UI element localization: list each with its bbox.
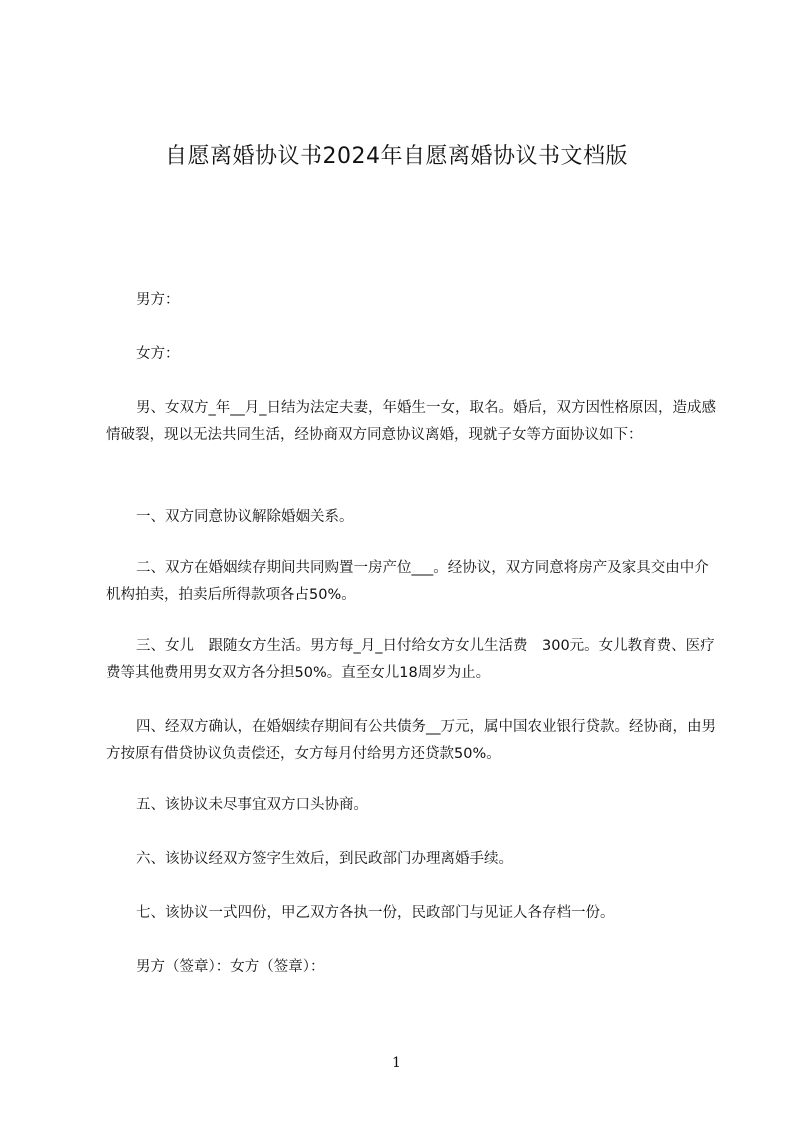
- clause-1-text: 一、双方同意协议解除婚姻关系。: [136, 509, 354, 525]
- signature-text: 男方（签章）：女方（签章）：: [136, 959, 325, 975]
- female-party-label: 女方：: [136, 346, 180, 362]
- clause-5: [106, 792, 721, 819]
- clause-2-text: 二、双方在婚姻续存期间共同购置一房产位___。经协议，双方同意将房产及家具交由中介机构拍卖，拍卖后所得款项各占50%。: [106, 560, 709, 603]
- intro-paragraph: [106, 395, 721, 449]
- male-party-label: 男方：: [136, 292, 180, 308]
- signature-line: [106, 954, 721, 981]
- clause-4: [106, 714, 721, 768]
- clause-5-text: 五、该协议未尽事宜双方口头协商。: [136, 797, 368, 813]
- intro-text: 男、女双方_年__月_日结为法定夫妻，年婚生一女，取名。婚后，双方因性格原因，造成感情破裂，现以无法共同生活，经协商双方同意协议离婚，现就子女等方面协议如下：: [106, 400, 716, 443]
- clause-1: [106, 504, 721, 531]
- clause-2: [106, 555, 721, 609]
- document-title: 自愿离婚协议书2024年自愿离婚协议书文档版: [165, 144, 628, 169]
- clause-3: [106, 633, 721, 687]
- clause-6: [106, 846, 721, 873]
- female-party-line: [106, 341, 721, 368]
- clause-4-text: 四、经双方确认，在婚姻续存期间有公共债务__万元，属中国农业银行贷款。经协商，由男方按原有借贷协议负责偿还，女方每月付给男方还贷款50%。: [106, 719, 716, 762]
- page-number: 1: [392, 1055, 401, 1071]
- clause-7-text: 七、该协议一式四份，甲乙双方各执一份，民政部门与见证人各存档一份。: [136, 905, 615, 921]
- clause-3-text: 三、女儿 跟随女方生活。男方每_月_日付给女方女儿生活费 300元。女儿教育费、医疗费等其他费用男女双方各分担50%。直至女儿18周岁为止。: [106, 638, 715, 681]
- clause-7: [106, 900, 721, 927]
- male-party-line: [106, 287, 721, 314]
- clause-6-text: 六、该协议经双方签字生效后，到民政部门办理离婚手续。: [136, 851, 513, 867]
